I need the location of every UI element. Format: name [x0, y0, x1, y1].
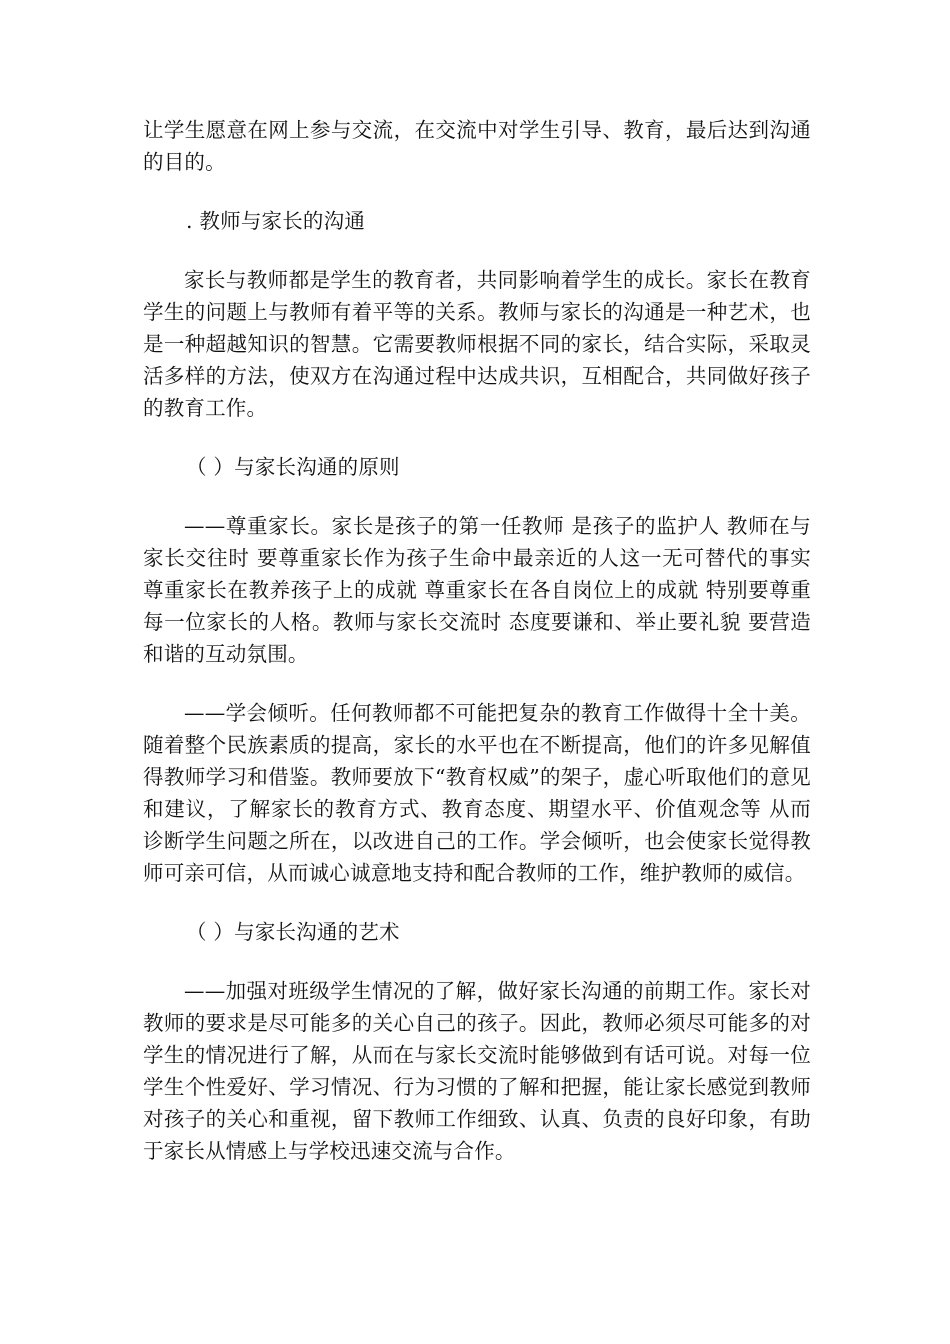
- paragraph-understand-students: ——加强对班级学生情况的了解，做好家长沟通的前期工作。家长对教师的要求是尽可能多的关心自己的孩子。因此，教师必须尽可能多的对学生的情况进行了解，从而在与家长交流时能够做到有话可说。对每一位学生个性爱好、学习情况、行为习惯的了解和把握，能让家长感觉到教师对孩子的关心和重视，留下教师工作细致、认真、负责的良好印象，有助于家长从情感上与学校迅速交流与合作。: [143, 979, 811, 1163]
- paragraph-teacher-parent-overview: 家长与教师都是学生的教育者，共同影响着学生的成长。家长在教育学生的问题上与教师有着平等的关系。教师与家长的沟通是一种艺术，也是一种超越知识的智慧。它需要教师根据不同的家长，结合实际，采取灵活多样的方法，使双方在沟通过程中达成共识，互相配合，共同做好孩子的教育工作。: [143, 268, 811, 420]
- paragraph-learn-to-listen: ——学会倾听。任何教师都不可能把复杂的教育工作做得十全十美。随着整个民族素质的提高，家长的水平也在不断提高，他们的许多见解值得教师学习和借鉴。教师要放下“教育权威”的架子，虚心听取他们的意见和建议，了解家长的教育方式、教育态度、期望水平、价值观念等 从而诊断学生问题之所在，以改进自己的工作。学会倾听，也会使家长觉得教师可亲可信，从而诚心诚意地支持和配合教师的工作，维护教师的威信。: [143, 701, 811, 885]
- subheading-principles: （ ）与家长沟通的原则: [186, 455, 400, 479]
- section-heading-teacher-parent: . 教师与家长的沟通: [186, 209, 366, 233]
- subheading-art-of-communication: （ ）与家长沟通的艺术: [186, 920, 400, 944]
- paragraph-intro-continuation: 让学生愿意在网上参与交流，在交流中对学生引导、教育，最后达到沟通的目的。: [143, 118, 811, 174]
- document-body: [143, 114, 811, 1194]
- paragraph-respect-parents: ——尊重家长。家长是孩子的第一任教师 是孩子的监护人 教师在与家长交往时 要尊重家长作为孩子生命中最亲近的人这一无可替代的事实 尊重家长在教养孩子上的成就 尊重家长在各自岗位上的成就 特别要尊重每一位家长的人格。教师与家长交流时 态度要谦和、举止要礼貌 要营造和谐的互动氛围。: [143, 514, 811, 666]
